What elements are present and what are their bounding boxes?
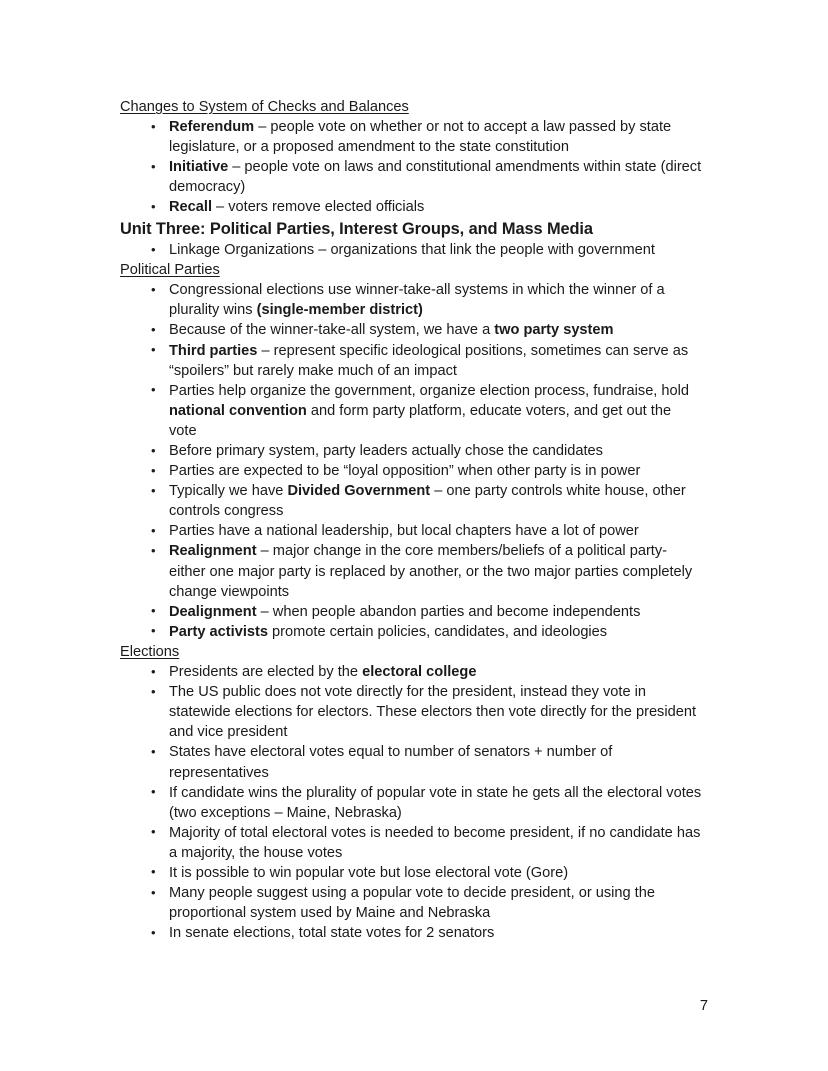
list-item-text: Majority of total electoral votes is needed to become president, if no candidate has a majority, the house votes	[169, 824, 701, 861]
term-label: Dealignment	[169, 603, 257, 620]
list-item-text: Because of the winner-take-all system, we have a	[169, 322, 495, 339]
emphasis-term-tail: two party system	[494, 322, 614, 339]
list-item-text: – when people abandon parties and become independents	[256, 603, 641, 620]
section-heading: Elections	[120, 643, 180, 660]
term-label: Party activists	[169, 623, 268, 640]
emphasis-term-tail: electoral college	[362, 664, 477, 681]
list-item-text: The US public does not vote directly for the president, instead they vote in statewide elections for electors. These electors then vote directly for the president and vice president	[169, 684, 696, 741]
list-item-text: Congressional elections use winner-take-all systems in which the winner of a plurality wins	[169, 282, 665, 319]
list-item-text: – people vote on laws and constitutional amendments within state (direct democracy)	[169, 159, 702, 196]
list-item-text-cont: and form party platform, educate voters, and get out the vote	[169, 402, 672, 439]
list-item	[120, 602, 702, 622]
term-label: Recall	[169, 199, 212, 216]
list-item	[120, 923, 702, 943]
list-item-text: Presidents are elected by the	[169, 664, 363, 681]
list-item	[120, 481, 702, 521]
term-label: Referendum	[169, 119, 255, 136]
term-label: Third parties	[169, 342, 258, 359]
term-label: Initiative	[169, 159, 229, 176]
list-item-text: – people vote on whether or not to accept a law passed by state legislature, or a proposed amendment to the state constitution	[169, 119, 672, 156]
list-item	[120, 341, 702, 381]
list-item-text: promote certain policies, candidates, and ideologies	[267, 623, 608, 640]
emphasis-term: Divided Government	[287, 483, 431, 500]
list-item-text: States have electoral votes equal to number of senators + number of representatives	[169, 744, 613, 781]
list-item	[120, 461, 702, 481]
list-item-text-cont: – one party controls white house, other controls congress	[169, 483, 686, 520]
list-item-text: If candidate wins the plurality of popular vote in state he gets all the electoral votes (two exceptions – Maine, Nebraska)	[169, 784, 702, 821]
list-item	[120, 521, 702, 541]
list-item	[120, 863, 702, 883]
list-item	[120, 117, 702, 157]
unit-heading: Unit Three: Political Parties, Interest Groups, and Mass Media	[120, 219, 593, 238]
bullet-list	[120, 280, 702, 642]
list-item-text: Linkage Organizations – organizations that link the people with government	[169, 242, 655, 259]
list-item-text: It is possible to win popular vote but lose electoral vote (Gore)	[169, 864, 569, 881]
bullet-list	[120, 240, 702, 260]
bullet-list	[120, 662, 702, 943]
list-item	[120, 622, 702, 642]
list-item	[120, 157, 702, 197]
list-item-text: Parties have a national leadership, but local chapters have a lot of power	[169, 523, 639, 540]
list-item	[120, 823, 702, 863]
list-item-text: Parties help organize the government, organize election process, fundraise, hold	[169, 382, 690, 399]
list-item	[120, 240, 702, 260]
list-item-text: Typically we have	[169, 483, 288, 500]
list-item	[120, 742, 702, 782]
section-heading: Changes to System of Checks and Balances	[120, 99, 409, 115]
emphasis-term: national convention	[169, 402, 307, 419]
list-item	[120, 883, 702, 923]
list-item	[120, 441, 702, 461]
list-item	[120, 197, 702, 217]
list-item	[120, 662, 702, 682]
list-item	[120, 280, 702, 320]
list-item-text: In senate elections, total state votes for 2 senators	[169, 925, 495, 942]
list-item	[120, 381, 702, 441]
list-item	[120, 541, 702, 601]
term-label: Realignment	[169, 543, 257, 560]
list-item-text: – voters remove elected officials	[212, 199, 425, 216]
list-item	[120, 682, 702, 742]
document-body	[120, 97, 702, 943]
list-item-text: Many people suggest using a popular vote to decide president, or using the proportional system used by Maine and Nebraska	[169, 885, 655, 922]
list-item	[120, 320, 702, 340]
list-item-text: Before primary system, party leaders actually chose the candidates	[169, 443, 603, 459]
list-item-text: – represent specific ideological positions, sometimes can serve as “spoilers” but rarely make much of an impact	[169, 342, 689, 379]
list-item-text: Parties are expected to be “loyal opposition” when other party is in power	[169, 463, 641, 480]
list-item	[120, 783, 702, 823]
emphasis-term-tail: (single-member district)	[256, 302, 423, 319]
bullet-list	[120, 117, 702, 217]
section-heading: Political Parties	[120, 262, 220, 279]
list-item-text: – major change in the core members/beliefs of a political party-either one major party is replaced by another, or the two major parties completely change viewpoints	[169, 543, 693, 600]
page-number: 7	[699, 998, 708, 1014]
